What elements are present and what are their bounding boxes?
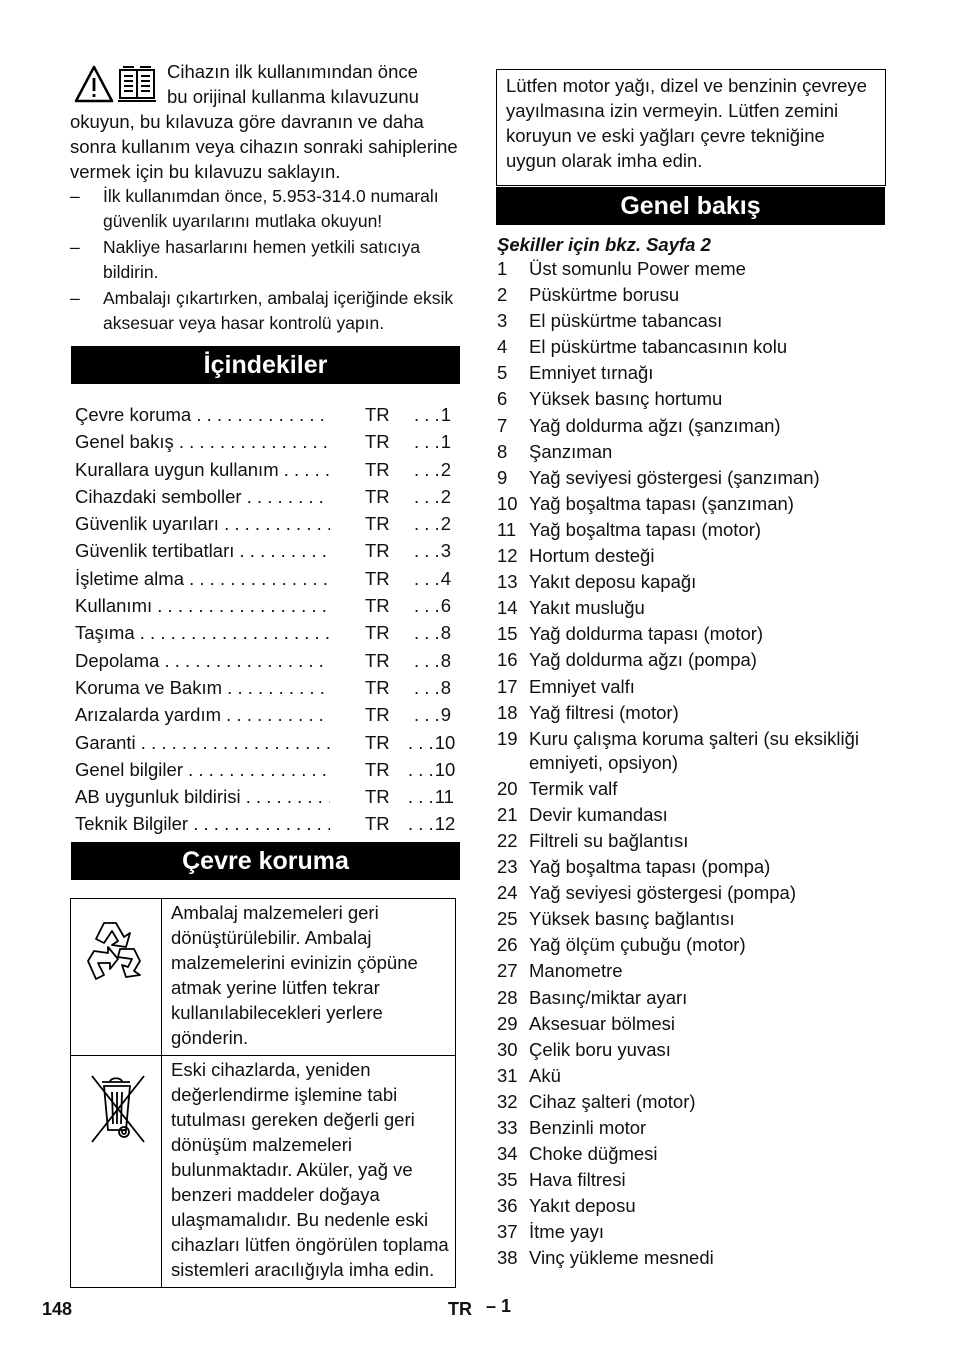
- recycle-icon: [78, 913, 154, 993]
- toc-title: Güvenlik tertibatları . . .: [75, 537, 330, 564]
- part-number: 21: [497, 803, 518, 825]
- list-item: [497, 701, 897, 725]
- part-label: Yağ boşaltma tapası (motor): [529, 518, 762, 540]
- toc-page: . . . 9: [408, 701, 451, 728]
- part-number: 34: [497, 1143, 518, 1165]
- toc-lang: TR: [365, 813, 390, 835]
- list-item: [497, 1090, 897, 1114]
- list-item: [497, 907, 897, 931]
- toc-row[interactable]: [75, 701, 455, 728]
- toc-title: Depolama . . .: [75, 647, 330, 674]
- toc-heading: İçindekiler: [71, 346, 460, 384]
- part-label: Yakıt musluğu: [529, 597, 645, 619]
- toc-row[interactable]: [75, 619, 455, 646]
- intro-paragraph: [70, 59, 462, 184]
- list-item: [497, 855, 897, 879]
- crossed-bin-icon: [78, 1068, 154, 1148]
- list-item: [497, 959, 897, 983]
- part-number: 12: [497, 545, 518, 567]
- part-label: El püskürtme tabancası: [529, 310, 723, 332]
- part-label: Yağ seviyesi göstergesi (şanzıman): [529, 466, 820, 488]
- toc-row[interactable]: [75, 510, 455, 537]
- bullet-item: – İlk kullanımdan önce, 5.953-314.0 numaralı güvenlik uyarılarını mutlaka okuyun!: [70, 184, 462, 234]
- part-label: Yağ filtresi (motor): [529, 701, 679, 723]
- part-label: Yakıt deposu: [529, 1195, 636, 1217]
- toc-page: . . . 2: [408, 456, 451, 483]
- part-number: 30: [497, 1038, 518, 1060]
- toc-row[interactable]: [75, 537, 455, 564]
- part-number: 10: [497, 492, 518, 514]
- part-label: Yağ boşaltma tapası (şanzıman): [529, 492, 794, 514]
- toc-page: . . . 12: [408, 810, 451, 837]
- toc-page: . . . 2: [408, 510, 451, 537]
- toc-page: . . . 10: [408, 729, 451, 756]
- toc-row[interactable]: [75, 729, 455, 756]
- part-label: Akü: [529, 1064, 561, 1086]
- part-number: 23: [497, 856, 518, 878]
- overview-heading: Genel bakış: [496, 187, 885, 225]
- part-label: Cihaz şalteri (motor): [529, 1090, 696, 1112]
- list-item: [497, 596, 897, 620]
- toc-title: Çevre koruma . . .: [75, 401, 330, 428]
- toc-lang: TR: [365, 649, 390, 671]
- part-number: 22: [497, 829, 518, 851]
- list-item: [497, 829, 897, 853]
- toc-title: Genel bilgiler . . .: [75, 756, 330, 783]
- toc-lang: TR: [365, 595, 390, 617]
- part-label: Yağ doldurma ağzı (pompa): [529, 649, 757, 671]
- list-item: [497, 1064, 897, 1088]
- part-number: 31: [497, 1064, 518, 1086]
- part-number: 36: [497, 1195, 518, 1217]
- list-item: [497, 544, 897, 568]
- toc-lang: TR: [365, 431, 390, 453]
- part-label: Vinç yükleme mesnedi: [529, 1247, 714, 1269]
- list-item: [497, 518, 897, 542]
- part-number: 1: [497, 258, 508, 279]
- env-row: [71, 899, 456, 1056]
- part-label: Yağ ölçüm çubuğu (motor): [529, 934, 746, 956]
- toc-row[interactable]: [75, 592, 455, 619]
- toc-page: . . . 1: [408, 428, 451, 455]
- part-label: Manometre: [529, 960, 623, 982]
- part-number: 24: [497, 882, 518, 904]
- env-heading: Çevre koruma: [71, 842, 460, 880]
- toc-row[interactable]: [75, 401, 455, 428]
- part-number: 19: [497, 727, 518, 749]
- toc-title: Teknik Bilgiler . . .: [75, 810, 330, 837]
- part-number: 33: [497, 1117, 518, 1138]
- part-label: Yüksek basınç bağlantısı: [529, 908, 735, 930]
- part-number: 29: [497, 1012, 518, 1034]
- part-label: Kuru çalışma koruma şalteri (su eksikliği emniyeti, opsiyon): [529, 727, 860, 773]
- part-number: 4: [497, 336, 508, 358]
- toc-title: Kullanımı . . .: [75, 592, 330, 619]
- part-label: Filtreli su bağlantısı: [529, 829, 689, 851]
- footer-language: TR: [448, 1299, 472, 1319]
- list-item: [497, 440, 897, 464]
- bullet-item: – Nakliye hasarlarını hemen yetkili satıcıya bildirin.: [70, 235, 462, 285]
- bullet-item: – Ambalajı çıkartırken, ambalaj içeriğinde eksik aksesuar veya hasar kontrolü yapın.: [70, 286, 462, 336]
- toc-title: AB uygunluk bildirisi . . .: [75, 783, 330, 810]
- part-number: 15: [497, 623, 518, 645]
- toc-page: . . . 3: [408, 537, 451, 564]
- part-label: Yakıt deposu kapağı: [529, 571, 697, 593]
- part-number: 18: [497, 701, 518, 723]
- list-item: [497, 881, 897, 905]
- list-item: [497, 777, 897, 801]
- list-item: [497, 803, 897, 827]
- list-item: [497, 466, 897, 490]
- toc-page: . . . 4: [408, 565, 451, 592]
- toc-lang: TR: [365, 704, 390, 726]
- toc-lang: TR: [365, 622, 390, 644]
- toc-title: Koruma ve Bakım . . .: [75, 674, 330, 701]
- toc-title: Güvenlik uyarıları . . .: [75, 510, 330, 537]
- part-label: Yağ doldurma ağzı (şanzıman): [529, 414, 781, 436]
- list-item: [497, 622, 897, 646]
- part-number: 37: [497, 1221, 518, 1243]
- list-item: [497, 361, 897, 385]
- oil-notice-box: Lütfen motor yağı, dizel ve benzinin çevreye yayılmasına izin vermeyin. Lütfen zemini koruyun ve eski yağları çevre tekniğine uygun olarak imha edin.: [496, 69, 886, 186]
- part-label: Termik valf: [529, 777, 618, 799]
- toc-page: . . . 8: [408, 674, 451, 701]
- toc-title: Genel bakış . . .: [75, 428, 330, 455]
- part-number: 38: [497, 1247, 518, 1269]
- part-label: Emniyet valfı: [529, 675, 635, 697]
- list-item: [497, 1038, 897, 1062]
- part-number: 6: [497, 388, 508, 410]
- part-label: Üst somunlu Power meme: [529, 258, 746, 279]
- list-item: [497, 570, 897, 594]
- toc-page: . . . 1: [408, 401, 451, 428]
- list-item: [497, 387, 897, 411]
- list-item: [497, 1012, 897, 1036]
- toc-page: . . . 8: [408, 619, 451, 646]
- part-number: 20: [497, 777, 518, 799]
- part-label: El püskürtme tabancasının kolu: [529, 336, 788, 358]
- parts-list: [497, 257, 897, 1273]
- toc-lang: TR: [365, 786, 390, 808]
- part-label: Yağ boşaltma tapası (pompa): [529, 856, 771, 878]
- part-number: 32: [497, 1090, 518, 1112]
- toc-row[interactable]: [75, 565, 455, 592]
- toc-row[interactable]: [75, 647, 455, 674]
- table-of-contents: [75, 401, 455, 838]
- toc-lang: TR: [365, 458, 390, 480]
- part-number: 2: [497, 284, 508, 306]
- part-number: 8: [497, 440, 508, 462]
- list-item: [497, 283, 897, 307]
- toc-row[interactable]: [75, 756, 455, 783]
- part-number: 3: [497, 310, 508, 332]
- part-number: 16: [497, 649, 518, 671]
- list-item: [497, 1220, 897, 1244]
- toc-title: Arızalarda yardım . . .: [75, 701, 330, 728]
- toc-title: Taşıma . . .: [75, 619, 330, 646]
- env-text: Ambalaj malzemeleri geri dönüştürülebilir. Ambalaj malzemelerini evinizin çöpüne atmak yerine lütfen tekrar kullanılabilecekleri yerlere gönderin.: [162, 899, 456, 1056]
- list-item: [497, 986, 897, 1010]
- part-number: 25: [497, 908, 518, 930]
- env-text: Eski cihazlarda, yeniden değerlendirme işlemine tabi tutulması gereken değerli geri dönüşüm malzemeleri bulunmaktadır. Aküler, yağ ve benzeri maddeler doğaya ulaşmamalıdır. Bu nedenle eski cihazları lütfen öngörülen toplama sistemleri aracılığıyla imha edin.: [162, 1056, 456, 1288]
- list-item: [497, 648, 897, 672]
- list-item: [497, 335, 897, 359]
- list-item: [497, 309, 897, 333]
- env-table: [70, 898, 456, 1288]
- list-item: [497, 1142, 897, 1166]
- toc-row[interactable]: [75, 428, 455, 455]
- toc-title: Garanti . . .: [75, 729, 330, 756]
- toc-page: . . . 10: [408, 756, 451, 783]
- part-number: 17: [497, 675, 518, 697]
- list-item: [497, 257, 897, 281]
- toc-page: . . . 11: [408, 783, 451, 810]
- figure-reference: Şekiller için bkz. Sayfa 2: [497, 234, 711, 255]
- toc-lang: TR: [365, 731, 390, 753]
- part-label: Hava filtresi: [529, 1169, 626, 1191]
- env-row: [71, 1056, 456, 1288]
- part-label: Hortum desteği: [529, 545, 655, 567]
- part-label: Benzinli motor: [529, 1117, 647, 1138]
- intro-line-1: Cihazın ilk kullanımından önce: [167, 61, 418, 82]
- toc-row[interactable]: [75, 810, 455, 837]
- toc-title: Kurallara uygun kullanım . . .: [75, 456, 330, 483]
- toc-row[interactable]: [75, 483, 455, 510]
- part-number: 35: [497, 1169, 518, 1191]
- toc-page: . . . 6: [408, 592, 451, 619]
- toc-lang: TR: [365, 758, 390, 780]
- toc-row[interactable]: [75, 783, 455, 810]
- toc-page: . . . 2: [408, 483, 451, 510]
- intro-line-2: bu orijinal kullanma kılavuzunu: [167, 86, 419, 107]
- list-item: [497, 414, 897, 438]
- part-label: Yağ doldurma tapası (motor): [529, 623, 764, 645]
- part-number: 7: [497, 414, 508, 436]
- part-number: 14: [497, 597, 518, 619]
- toc-lang: TR: [365, 540, 390, 562]
- toc-lang: TR: [365, 676, 390, 698]
- toc-title: Cihazdaki semboller . . .: [75, 483, 330, 510]
- footer-section-page: – 1: [486, 1296, 512, 1316]
- part-label: İtme yayı: [529, 1221, 605, 1243]
- part-label: Aksesuar bölmesi: [529, 1012, 676, 1034]
- toc-lang: TR: [365, 513, 390, 535]
- part-number: 13: [497, 571, 518, 593]
- part-label: Choke düğmesi: [529, 1143, 658, 1165]
- list-item: [497, 675, 897, 699]
- part-label: Püskürtme borusu: [529, 284, 680, 306]
- intro-rest: okuyun, bu kılavuza göre davranın ve daha sonra kullanım veya cihazın sonraki sahiplerine vermek için bu kılavuzu saklayın.: [70, 111, 458, 182]
- part-label: Şanzıman: [529, 440, 613, 462]
- part-number: 5: [497, 362, 508, 384]
- part-label: Yağ seviyesi göstergesi (pompa): [529, 882, 797, 904]
- page-number: 148: [42, 1299, 73, 1319]
- part-label: Yüksek basınç hortumu: [529, 388, 723, 410]
- list-item: [497, 1116, 897, 1140]
- part-number: 27: [497, 960, 518, 982]
- list-item: [497, 1168, 897, 1192]
- toc-lang: TR: [365, 567, 390, 589]
- list-item: [497, 933, 897, 957]
- env-icon-cell: [71, 1056, 162, 1288]
- part-label: Emniyet tırnağı: [529, 362, 654, 384]
- env-icon-cell: [71, 899, 162, 1056]
- toc-lang: TR: [365, 485, 390, 507]
- toc-row[interactable]: [75, 456, 455, 483]
- toc-lang: TR: [365, 404, 390, 425]
- list-item: [497, 492, 897, 516]
- part-number: 26: [497, 934, 518, 956]
- toc-page: . . . 8: [408, 647, 451, 674]
- part-number: 9: [497, 466, 508, 488]
- list-item: [497, 1194, 897, 1218]
- part-label: Basınç/miktar ayarı: [529, 986, 688, 1008]
- part-label: Çelik boru yuvası: [529, 1038, 671, 1060]
- toc-title: İşletime alma . . .: [75, 565, 330, 592]
- toc-row[interactable]: [75, 674, 455, 701]
- intro-bullets: [70, 184, 462, 337]
- list-item: [497, 1246, 897, 1270]
- part-label: Devir kumandası: [529, 803, 668, 825]
- list-item: [497, 727, 897, 775]
- part-number: 28: [497, 986, 518, 1008]
- part-number: 11: [497, 518, 517, 540]
